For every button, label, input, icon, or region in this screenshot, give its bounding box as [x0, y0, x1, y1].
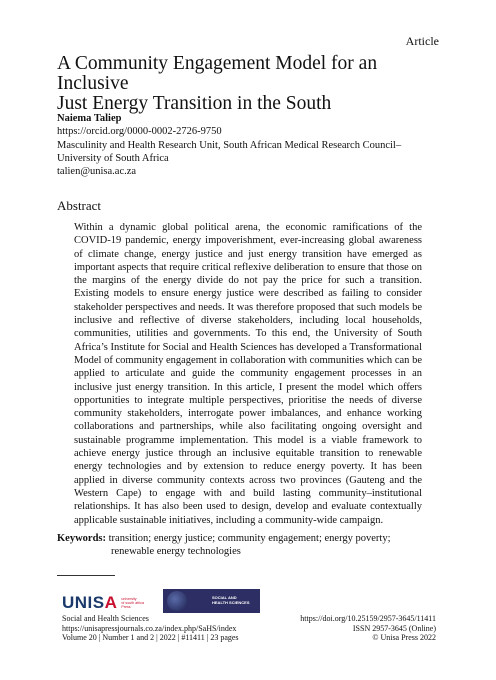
unisa-press-sub: university of south africa Press — [121, 596, 144, 610]
keywords-line-2: renewable energy technologies — [111, 545, 241, 557]
author-affiliation-line-1: Masculinity and Health Research Unit, South African Medical Research Council– — [57, 139, 402, 151]
footer-divider — [57, 575, 115, 576]
author-orcid-link[interactable]: https://orcid.org/0000-0002-2726-9750 — [57, 126, 222, 138]
article-type-label: Article — [405, 34, 439, 48]
footer-journal-url[interactable]: https://unisapressjournals.co.za/index.php/SaHS/index — [62, 623, 237, 633]
title-line-1: A Community Engagement Model for an Inclusive — [57, 53, 378, 94]
footer-copyright: © Unisa Press 2022 — [372, 633, 436, 643]
footer-issn: ISSN 2957-3645 (Online) — [352, 623, 436, 633]
title-line-2: Just Energy Transition in the South — [57, 93, 332, 114]
author-name: Naiema Taliep — [57, 113, 122, 124]
unisa-logo — [62, 591, 151, 615]
unisa-wordmark: UNISA — [62, 593, 118, 612]
keywords-label: Keywords: — [57, 533, 106, 544]
globe-icon — [167, 591, 187, 611]
article-title — [57, 54, 447, 114]
author-block — [57, 112, 447, 178]
abstract-heading: Abstract — [57, 198, 102, 213]
footer-right — [300, 614, 436, 643]
journal-cover-image — [163, 589, 260, 613]
keywords — [57, 533, 437, 559]
footer-volume-info: Volume 20 | Number 1 and 2 | 2022 | #11411 | 23 pages — [62, 633, 239, 643]
footer-left — [62, 614, 239, 643]
abstract-text: Within a dynamic global political arena, the economic ramifications of the COVID-19 pandemic, energy impoverishment, ever-increasing global awareness of climate change, energy justice and just energy transition have emerged as important aspects that require critical reflexive deliberation to ensure that those on the margins of the energy divide do not pay the price for such a transition. Existing models to ensure energy justice were described as failing to consider stakeholder perspectives and needs. It was therefore proposed that such models be inclusive and reflective of diverse stakeholders, including local households, communities, utilities and governments. To this end, the University of South Africa’s Institute for Social and Health Sciences has developed a Transformational Model of community engagement in collaboration with communities which can be applied to articulate and guide the community engagement processes in an inclusive just energy transition. In this article, I present the model which offers opportunities to integrate multiple perspectives, prioritise the needs of diverse community stakeholders, interrogate power imbalances, and enhance working collaborations and partnerships, while also facilitating ongoing oversight and sustainable programme implementation. This model is a viable framework to achieve energy justice through an inclusive equitable transition to renewable energy technologies and by extension to reduce energy poverty. It has been applied in diverse community contexts across two provinces (Gauteng and the Western Cape) to engage with and build lasting community–institutional relationships. It has also been used to design, develop and evaluate contextually applicable sustainable initiatives, including a community-wide campaign. — [74, 222, 422, 526]
cover-title: SOCIAL AND HEALTH SCIENCES — [212, 595, 250, 605]
author-affiliation-line-2: University of South Africa — [57, 152, 169, 164]
keywords-line-1: transition; energy justice; community engagement; energy poverty; — [108, 533, 391, 544]
footer-journal-name: Social and Health Sciences — [62, 614, 149, 623]
author-email[interactable]: talien@unisa.ac.za — [57, 166, 137, 178]
footer-doi[interactable]: https://doi.org/10.25159/2957-3645/11411 — [300, 614, 436, 623]
